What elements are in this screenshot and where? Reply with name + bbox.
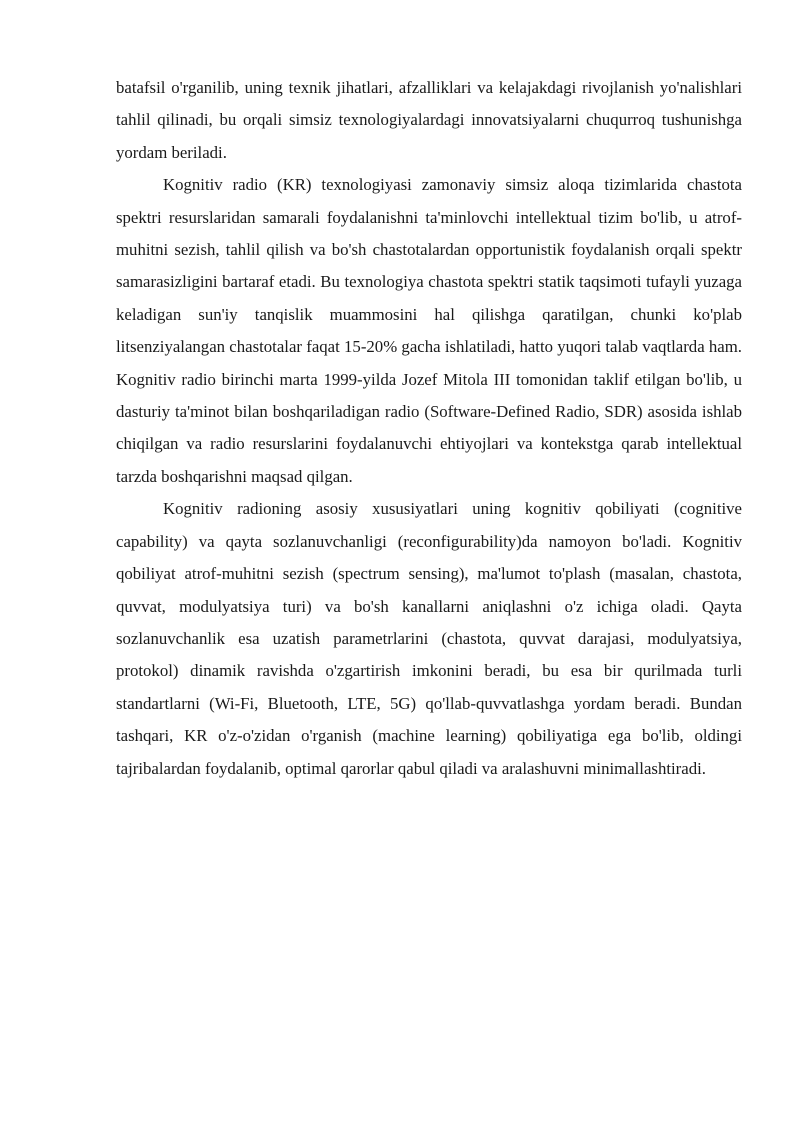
paragraph-kognitiv-radio-features: Kognitiv radioning asosiy xususiyatlari uning kognitiv qobiliyati (cognitive capability) va qayta sozlanuvchanligi (reconfigurability)da namoyon bo'ladi. Kognitiv qobiliyat atrof-muhitni sezish (spectrum sensing), ma'lumot to'plash (masalan, chastota, quvvat, modulyatsiya turi) va bo'sh kanallarni aniqlashni o'z ichiga oladi. Qayta sozlanuvchanlik esa uzatish parametrlarini (chastota, quvvat darajasi, modulyatsiya, protokol) dinamik ravishda o'zgartirish imkonini beradi, bu esa bir qurilmada turli standartlarni (Wi-Fi, Bluetooth, LTE, 5G) qo'llab-quvvatlashga yordam beradi. Bundan tashqari, KR o'z-o'zidan o'rganish (machine learning) qobiliyatiga ega bo'lib, oldingi tajribalardan foydalanib, optimal qarorlar qabul qiladi va aralashuvni minimallashtiradi. bbox=[116, 499, 742, 778]
paragraph-kognitiv-radio-intro: Kognitiv radio (KR) texnologiyasi zamonaviy simsiz aloqa tizimlarida chastota spektri resurslaridan samarali foydalanishni ta'minlovchi intellektual tizim bo'lib, u atrof-muhitni sezish, tahlil qilish va bo'sh chastotalardan opportunistik foydalanish orqali spektr samarasizligini bartaraf etadi. Bu texnologiya chastota spektri statik taqsimoti tufayli yuzaga keladigan sun'iy tanqislik muammosini hal qilishga qaratilgan, chunki ko'plab litsenziyalangan chastotalar faqat 15-20% gacha ishlatiladi, hatto yuqori talab vaqtlarda ham. Kognitiv radio birinchi marta 1999-yilda Jozef Mitola III tomonidan taklif etilgan bo'lib, u dasturiy ta'minot bilan boshqariladigan radio (Software-Defined Radio, SDR) asosida ishlab chiqilgan va radio resurslarini foydalanuvchi ehtiyojlari va kontekstga qarab intellektual tarzda boshqarishni maqsad qilgan. bbox=[116, 175, 742, 486]
paragraph-continuation: batafsil o'rganilib, uning texnik jihatlari, afzalliklari va kelajakdagi rivojlanish yo'nalishlari tahlil qilinadi, bu orqali simsiz texnologiyalardagi innovatsiyalarni chuqurroq tushunishga yordam beriladi. bbox=[116, 78, 742, 162]
document-body bbox=[116, 72, 742, 785]
